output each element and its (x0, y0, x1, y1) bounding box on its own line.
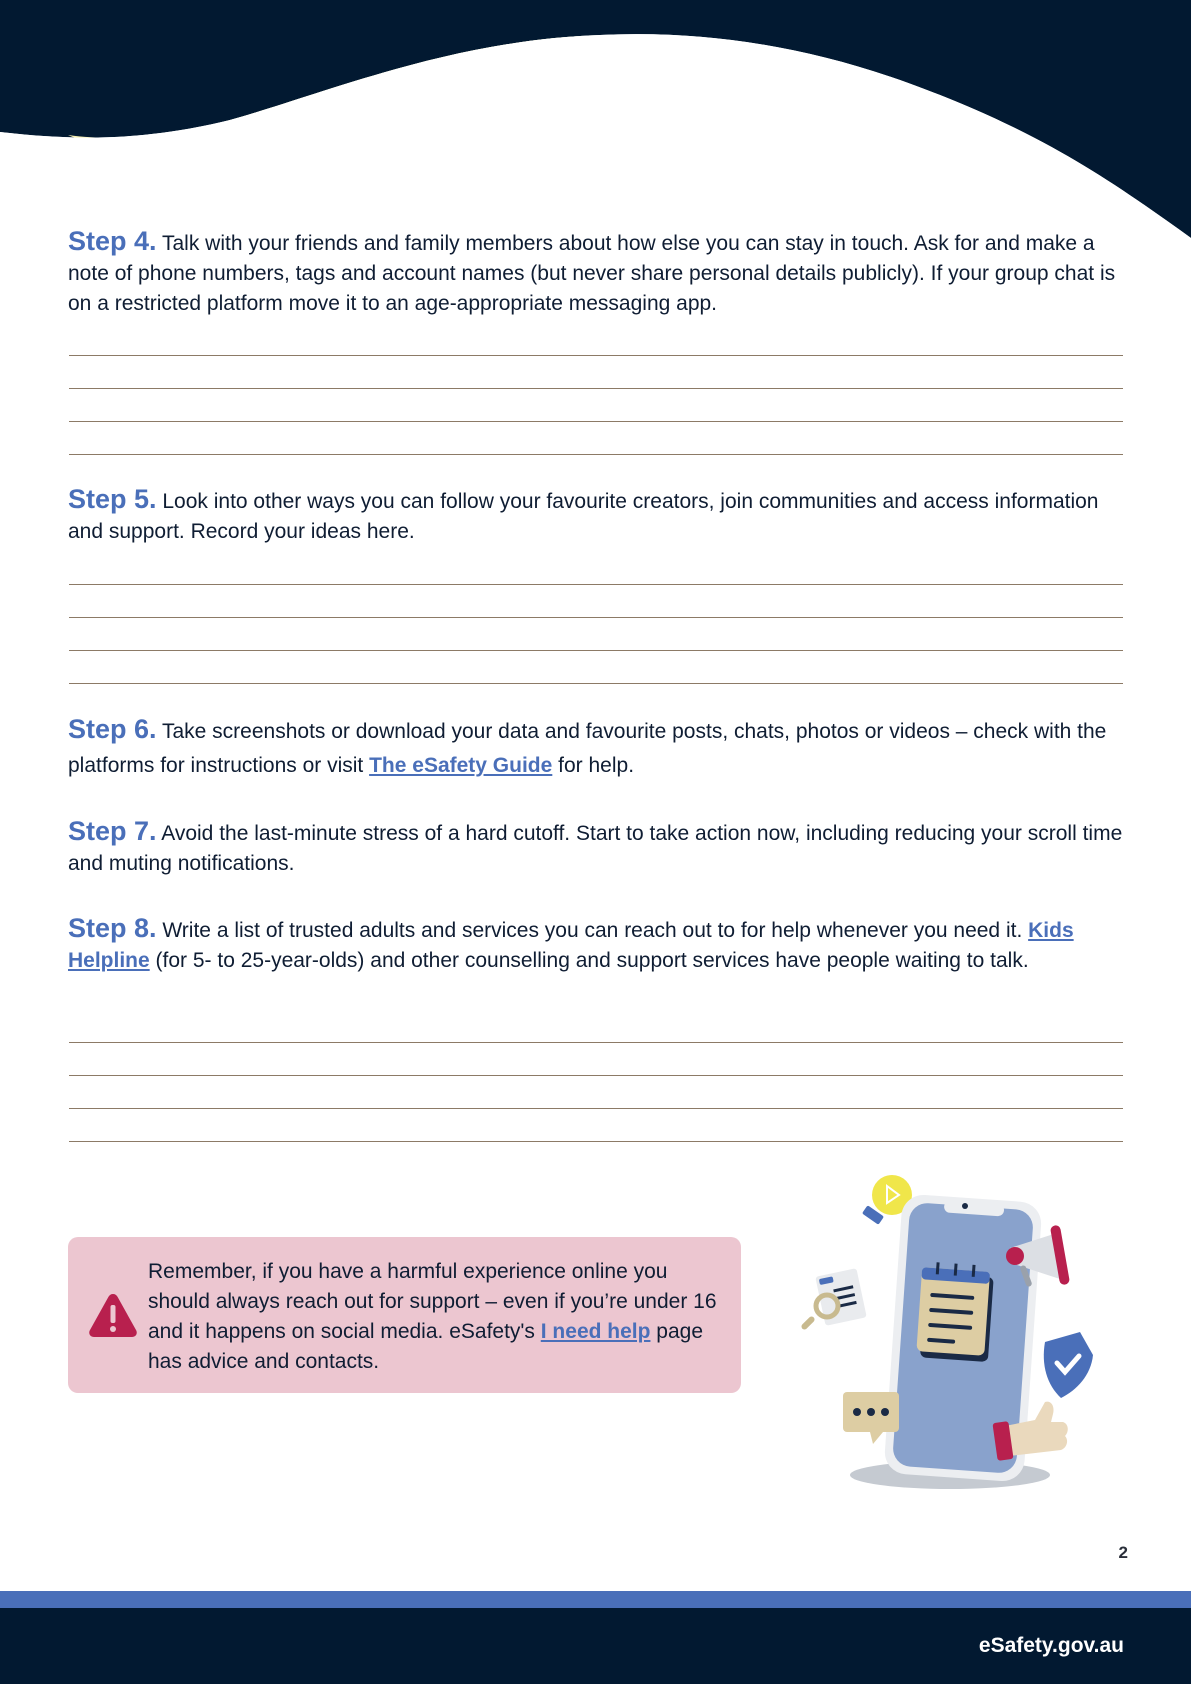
header-wave-decoration (0, 0, 1191, 250)
notepad-icon (916, 1261, 995, 1362)
write-line[interactable] (69, 584, 1123, 585)
write-lines-step-4[interactable] (69, 355, 1123, 487)
step-6-block (68, 712, 1123, 783)
write-lines-step-8[interactable] (69, 1042, 1123, 1174)
write-line[interactable] (69, 650, 1123, 651)
step-5-text: Look into other ways you can follow your favourite creators, join communities and access information and support. Record your ideas here. (68, 490, 1099, 543)
write-line[interactable] (69, 1141, 1123, 1142)
kids-helpline-link[interactable]: Kids Helpline (68, 919, 1074, 972)
step-8-text-before: Write a list of trusted adults and services you can reach out to for help whenever you need it. (156, 919, 1029, 942)
shield-check-icon (1044, 1332, 1093, 1398)
step-4-label: Step 4. (68, 226, 157, 256)
step-8-text-after: (for 5- to 25-year-olds) and other counselling and support services have people waiting to talk. (149, 949, 1029, 972)
step-7-block (68, 816, 1123, 879)
write-line[interactable] (69, 454, 1123, 455)
esafety-guide-link[interactable]: The eSafety Guide (369, 754, 553, 777)
step-5 (68, 484, 1123, 547)
esafety-website-link[interactable]: eSafety.gov.au (978, 1634, 1124, 1657)
step-8-block (68, 913, 1123, 976)
step-7-text: Avoid the last-minute stress of a hard cutoff. Start to take action now, including reducing your scroll time and muting notifications. (68, 822, 1123, 875)
write-line[interactable] (69, 355, 1123, 356)
write-line[interactable] (69, 388, 1123, 389)
step-5-label: Step 5. (68, 484, 157, 514)
step-7-label: Step 7. (68, 816, 157, 846)
step-8 (68, 913, 1123, 976)
smartphone-illustration (795, 1170, 1095, 1495)
step-6-text-before: Take screenshots or download your data and favourite posts, chats, photos or videos – check with the platforms for instructions or visit (68, 720, 1107, 777)
write-line[interactable] (69, 1042, 1123, 1043)
write-line[interactable] (69, 617, 1123, 618)
write-line[interactable] (69, 1075, 1123, 1076)
warning-triangle-icon (88, 1292, 138, 1338)
write-line[interactable] (69, 421, 1123, 422)
step-5-block (68, 484, 1123, 547)
alert-text-after: page has advice and contacts. (148, 1320, 704, 1373)
write-line[interactable] (69, 1108, 1123, 1109)
steps-content (68, 226, 1123, 319)
footer-accent-bar (0, 1591, 1191, 1608)
step-6-label: Step 6. (68, 714, 157, 744)
write-lines-step-5[interactable] (69, 584, 1123, 716)
step-4 (68, 226, 1123, 319)
step-6 (68, 712, 1123, 783)
step-8-label: Step 8. (68, 913, 157, 943)
step-4-text: Talk with your friends and family members about how else you can stay in touch. Ask for and make a note of phone numbers, tags and account names (but never share personal details publicly). If your group chat is on a restricted platform move it to an age-appropriate messaging app. (68, 232, 1116, 315)
alert-text-before: Remember, if you have a harmful experience online you should always reach out for support – even if you’re under 16 and it happens on social media. eSafety's (148, 1260, 717, 1343)
support-reminder-text (148, 1257, 728, 1377)
i-need-help-link[interactable]: I need help (540, 1320, 651, 1343)
step-6-text-after: for help. (552, 754, 635, 777)
write-line[interactable] (69, 683, 1123, 684)
document-search-icon (800, 1268, 867, 1331)
footer (0, 1608, 1191, 1684)
step-7 (68, 816, 1123, 879)
page-number: 2 (1118, 1543, 1128, 1562)
support-reminder-box (68, 1237, 741, 1393)
